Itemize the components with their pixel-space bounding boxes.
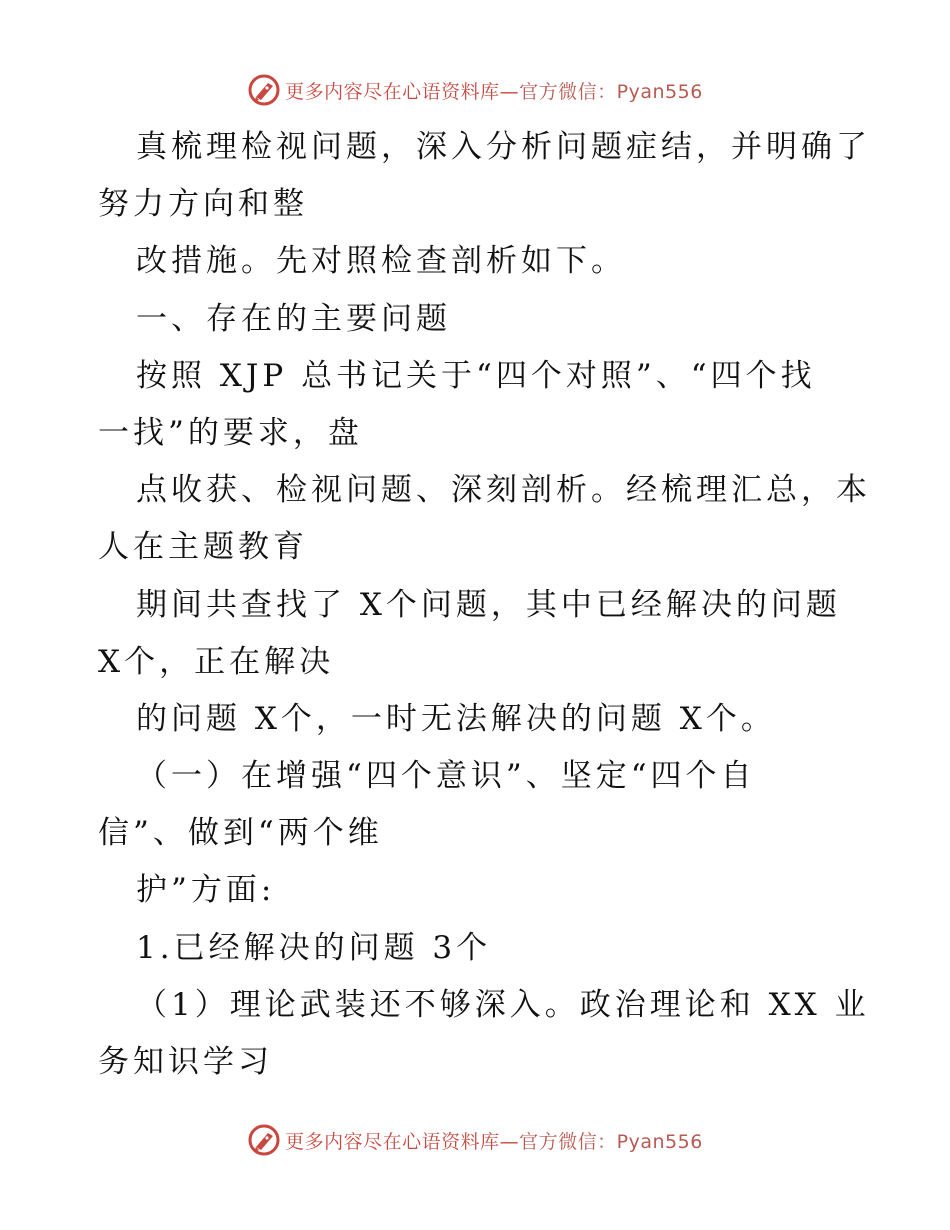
text-line: 真梳理检视问题，深入分析问题症结，并明确了	[136, 129, 871, 165]
text-line: 护”方面:	[136, 872, 276, 909]
text-line: 的问题 X个，一时无法解决的问题 X个。	[136, 700, 776, 737]
text-line: X个，正在解决	[98, 643, 335, 680]
text-line: 按照 XJP 总书记关于“四个对照”、“四个找	[136, 357, 816, 394]
pen-nib-seal-icon	[247, 73, 281, 107]
text-line: 改措施。先对照检查剖析如下。	[136, 243, 626, 280]
header-watermark	[0, 70, 950, 110]
watermark-main: 更多内容尽在心语资料库	[285, 80, 500, 103]
document-body	[98, 119, 871, 1091]
text-line: 期间共查找了 X个问题，其中已经解决的问题	[136, 586, 841, 623]
watermark-separator: —	[499, 80, 520, 103]
text-line: 务知识学习	[98, 1044, 273, 1080]
watermark-text	[285, 77, 703, 104]
text-line: 1.已经解决的问题 3个	[136, 929, 492, 966]
text-line: 信”、做到“两个维	[98, 815, 383, 852]
watermark-text	[285, 1127, 703, 1154]
pen-nib-seal-icon	[247, 1123, 281, 1157]
watermark-main: 更多内容尽在心语资料库	[285, 1130, 500, 1153]
footer-watermark	[0, 1120, 950, 1160]
text-line: （1）理论武装还不够深入。政治理论和 XX 业	[136, 986, 870, 1023]
text-line: 人在主题教育	[98, 529, 308, 566]
watermark-wechat: 官方微信：Pyan556	[519, 80, 703, 103]
text-line: 一找”的要求，盘	[98, 414, 363, 451]
text-line: （一）在增强“四个意识”、坚定“四个自	[136, 758, 756, 795]
watermark-wechat: 官方微信：Pyan556	[519, 1130, 703, 1153]
watermark-separator: —	[499, 1130, 520, 1153]
text-line: 点收获、检视问题、深刻剖析。经梳理汇总，本	[136, 472, 871, 509]
text-line: 一、存在的主要问题	[136, 300, 451, 337]
text-line: 努力方向和整	[98, 186, 308, 223]
